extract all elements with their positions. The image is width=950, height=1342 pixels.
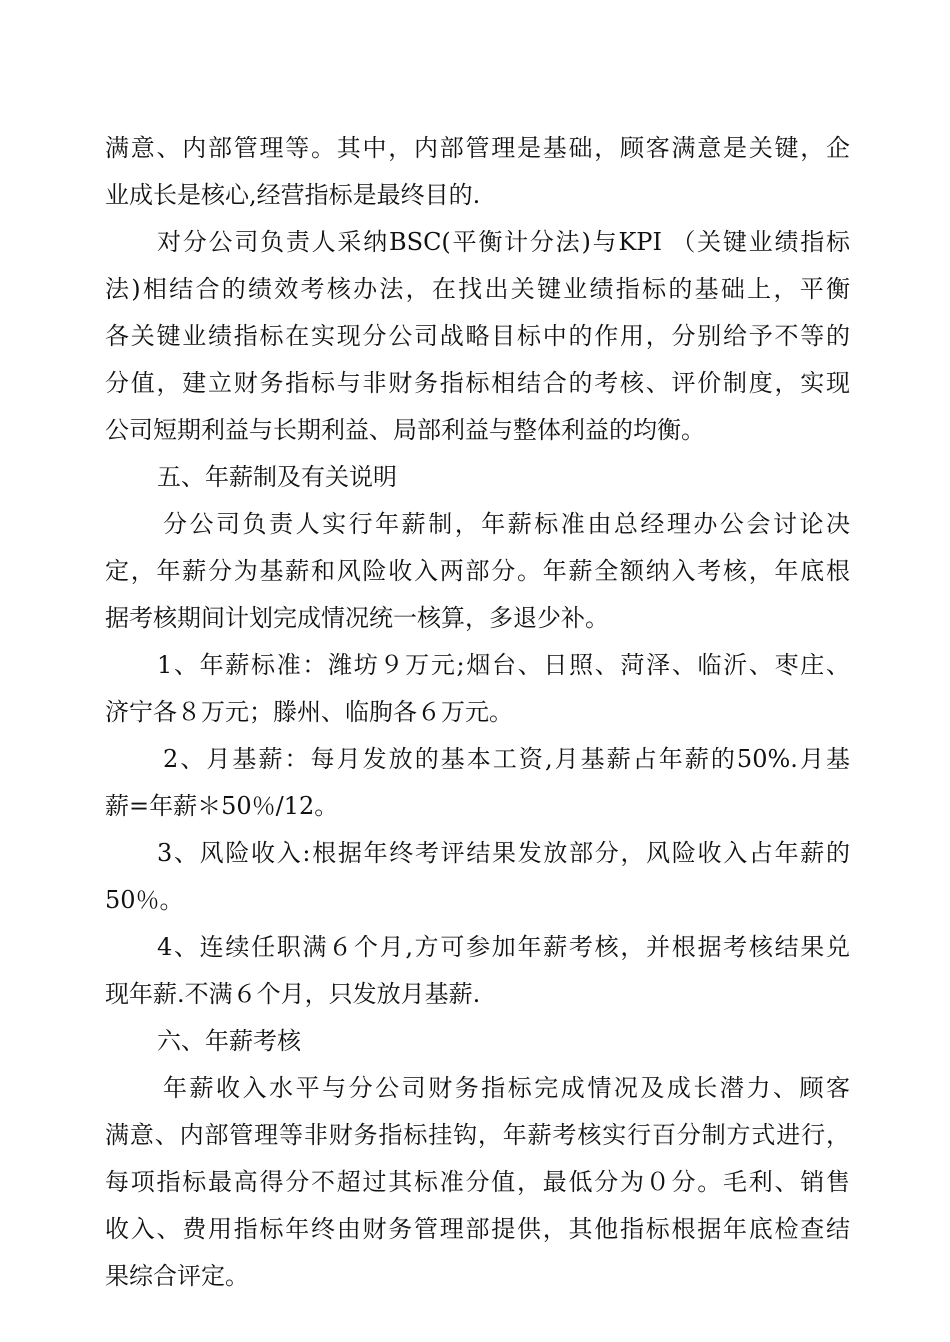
item-1-line-2: 济宁各８万元；滕州、临朐各６万元。 xyxy=(105,698,513,726)
item-1-line-1: 1、年薪标准：潍坊９万元;烟台、日照、菏泽、临沂、枣庄、 xyxy=(157,651,850,679)
assessment-line-3: 每项指标最高得分不超过其标准分值，最低分为０分。毛利、销售 xyxy=(105,1168,850,1196)
bsc-line-5: 公司短期利益与长期利益、局部利益与整体利益的均衡。 xyxy=(105,416,705,444)
item-3-line-2: 50％。 xyxy=(105,886,184,914)
intro-line-2: 业成长是核心,经营指标是最终目的. xyxy=(105,181,481,209)
item-3-line-1: 3、风险收入:根据年终考评结果发放部分，风险收入占年薪的 xyxy=(157,839,850,867)
salary-line-3: 据考核期间计划完成情况统一核算，多退少补。 xyxy=(105,604,609,632)
bsc-line-4: 分值，建立财务指标与非财务指标相结合的考核、评价制度，实现 xyxy=(105,369,850,397)
assessment-line-2: 满意、内部管理等非财务指标挂钩，年薪考核实行百分制方式进行， xyxy=(105,1121,850,1149)
bsc-line-3: 各关键业绩指标在实现分公司战略目标中的作用，分别给予不等的 xyxy=(105,322,850,350)
assessment-line-5: 果综合评定。 xyxy=(105,1262,249,1290)
item-2-line-2: 薪=年薪＊50％/12。 xyxy=(105,792,339,820)
item-2-line-1: 2、月基薪：每月发放的基本工资,月基薪占年薪的50%.月基 xyxy=(163,745,850,773)
intro-line-1: 满意、内部管理等。其中，内部管理是基础，顾客满意是关键，企 xyxy=(105,134,850,162)
bsc-line-2: 法)相结合的绩效考核办法，在找出关键业绩指标的基础上，平衡 xyxy=(105,275,850,303)
section-five-heading: 五、年薪制及有关说明 xyxy=(157,463,397,491)
section-six-heading: 六、年薪考核 xyxy=(157,1027,301,1055)
salary-line-2: 定，年薪分为基薪和风险收入两部分。年薪全额纳入考核，年底根 xyxy=(105,557,850,585)
bsc-line-1: 对分公司负责人采纳BSC(平衡计分法)与KPI （关键业绩指标 xyxy=(157,228,850,256)
assessment-line-1: 年薪收入水平与分公司财务指标完成情况及成长潜力、顾客 xyxy=(163,1074,850,1102)
item-4-line-2: 现年薪.不满６个月，只发放月基薪. xyxy=(105,980,481,1008)
assessment-line-4: 收入、费用指标年终由财务管理部提供，其他指标根据年底检查结 xyxy=(105,1215,850,1243)
salary-line-1: 分公司负责人实行年薪制，年薪标准由总经理办公会讨论决 xyxy=(163,510,850,538)
item-4-line-1: 4、连续任职满６个月,方可参加年薪考核，并根据考核结果兑 xyxy=(157,933,850,961)
